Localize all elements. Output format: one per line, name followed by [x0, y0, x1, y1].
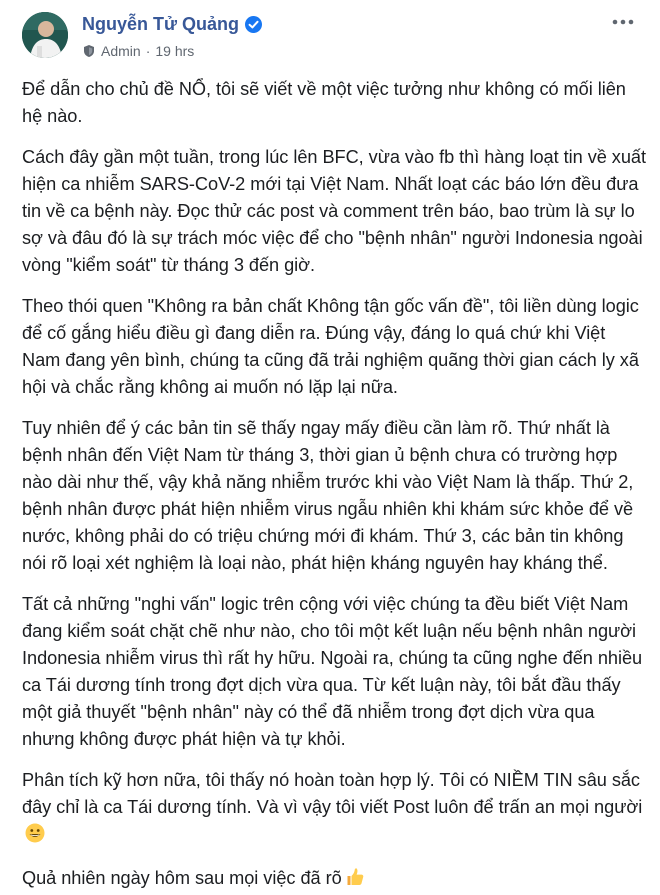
author-line — [82, 13, 262, 35]
post-meta — [82, 42, 194, 60]
author-name[interactable]: Nguyễn Tử Quảng — [82, 14, 240, 34]
more-options-button[interactable] — [610, 12, 636, 32]
post-paragraph-6-wrapper — [22, 767, 646, 851]
admin-shield-icon — [82, 44, 96, 58]
post-paragraph-3: Theo thói quen "Không ra bản chất Không tận gốc vấn đề", tôi liền dùng logic để cố gắng hiểu điều gì đang diễn ra. Đúng vậy, đáng lo quá chứ khi Việt Nam đang yên bình, chúng ta cũng đã trải nghiệm quãng thời gian cách ly xã hội và chắc rằng không ai muốn nó lặp lại nữa. — [22, 296, 639, 397]
post-time[interactable]: 19 hrs — [155, 43, 195, 59]
post-paragraph-6: Phân tích kỹ hơn nữa, tôi thấy nó hoàn toàn hợp lý. Tôi có NIỀM TIN sâu sắc đây chỉ là ca Tái dương tính. Và vì vậy tôi viết Post luôn để trấn an mọi người — [22, 770, 643, 817]
avatar[interactable] — [22, 12, 68, 58]
post-paragraph-7-wrapper — [22, 865, 646, 895]
post-paragraph-2: Cách đây gần một tuần, trong lúc lên BFC, vừa vào fb thì hàng loạt tin về xuất hiện ca nhiễm SARS-CoV-2 mới tại Việt Nam. Nhất loạt các báo lớn đều đưa tin về ca bệnh này. Đọc thử các post và comment trên báo, bao trùm là sự lo sợ và đâu đó là sự trách móc việc để cho "bệnh nhân" người Indonesia ngoài vòng "kiểm soát" từ tháng 3 đến giờ. — [22, 147, 646, 275]
admin-label: Admin — [101, 43, 141, 59]
post-content — [12, 66, 646, 895]
post-paragraph-7: Quả nhiên ngày hôm sau mọi việc đã rõ — [22, 868, 342, 888]
more-options-icon — [612, 19, 634, 25]
verified-badge-icon — [245, 16, 262, 33]
post-paragraph-4: Tuy nhiên để ý các bản tin sẽ thấy ngay mấy điều cần làm rõ. Thứ nhất là bệnh nhân đến Việt Nam từ tháng 3, thời gian ủ bệnh chưa có trường hợp nào dài như thế, vậy khả năng nhiễm trước khi vào Việt Nam là thấp. Thứ 2, bệnh nhân được phát hiện nhiễm virus ngẫu nhiên khi khám sức khỏe để về nước, không phải do có triệu chứng mới đi khám. Thứ 3, các bản tin không nói rõ loại xét nghiệm là loại nào, phát hiện kháng nguyên hay kháng thể. — [22, 418, 634, 573]
post-header — [12, 0, 646, 66]
grinning-face-emoji — [25, 823, 45, 851]
meta-separator: · — [145, 43, 151, 59]
post-paragraph-5: Tất cả những "nghi vấn" logic trên cộng với việc chúng ta đều biết Việt Nam đang kiểm soát chặt chẽ như nào, cho tôi một kết luận nếu bệnh nhân người Indonesia nhiễm virus thì rất hy hữu. Ngoài ra, chúng ta cũng nghe đến nhiều ca Tái dương tính trong đợt dịch vừa qua. Từ kết luận này, tôi bắt đầu thấy một giả thuyết "bệnh nhân" này có thể đã nhiễm trong đợt dịch vừa qua nhưng không được phát hiện và tự khỏi. — [22, 594, 643, 749]
post-paragraph-1: Để dẫn cho chủ đề NỔ, tôi sẽ viết về một việc tưởng như không có mối liên hệ nào. — [22, 79, 626, 126]
thumbs-up-emoji — [345, 867, 365, 895]
